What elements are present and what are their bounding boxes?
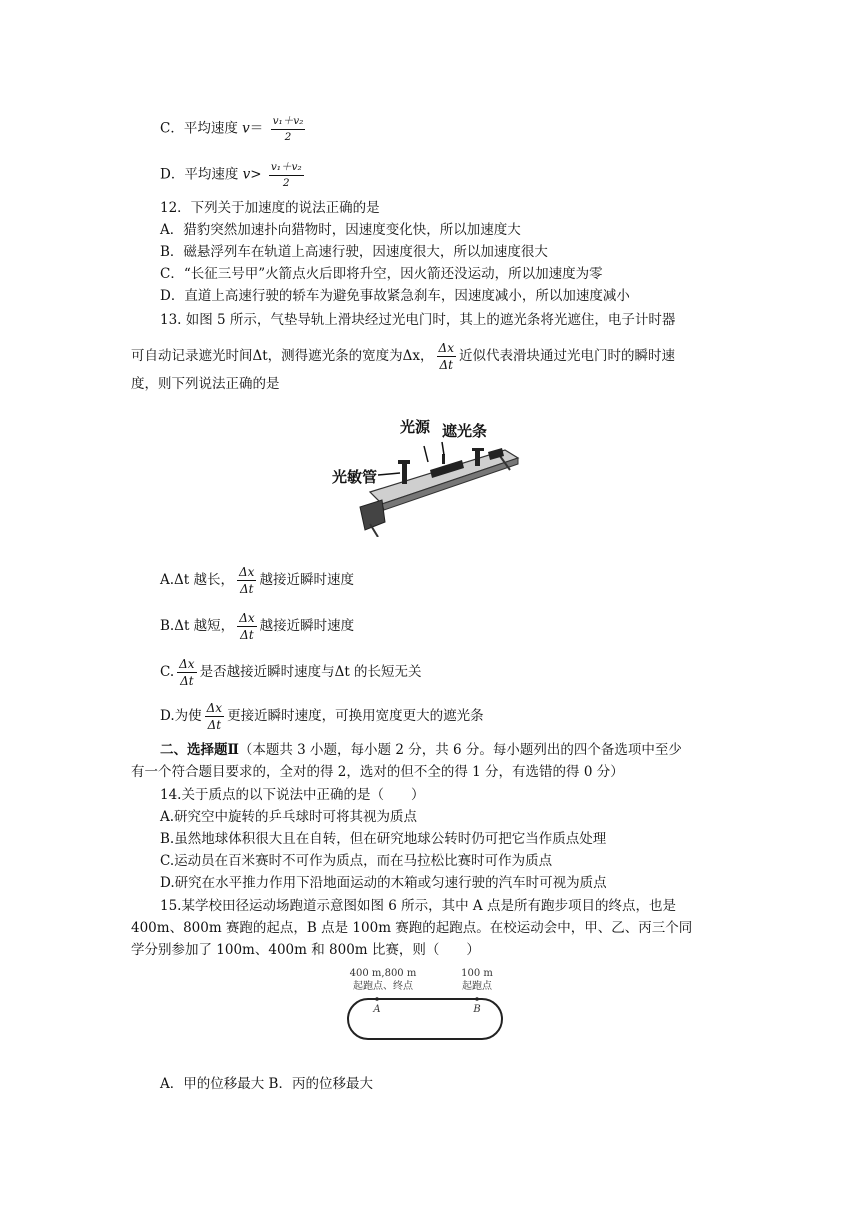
q13-option-b — [160, 612, 354, 641]
q15-stem-line3: 学分别参加了 100m、400m 和 800m 比赛，则（ ） — [131, 942, 480, 958]
q14-option-c: C.运动员在百米赛时不可作为质点，而在马拉松比赛时可作为质点 — [160, 853, 553, 869]
track-oval — [340, 968, 510, 1046]
option-text: B.Δt 越短， — [160, 618, 235, 634]
variable: v — [242, 166, 251, 183]
section2-description-line2: 有一个符合题目要求的，全对的得 2，选对的但不全的得 1 分，有选错的得 0 分） — [131, 764, 624, 780]
stem-text: 近似代表滑块通过光电门时的瞬时速 — [458, 348, 675, 364]
fraction-denominator: Δt — [239, 582, 254, 596]
q12-option-a: A．猎豹突然加速扑向猎物时，因速度变化快，所以加速度大 — [160, 222, 521, 238]
sensor-label: 光敏管 — [332, 468, 378, 486]
shutter-label: 遮光条 — [442, 422, 488, 440]
fraction-numerator: Δx — [179, 657, 195, 671]
fraction-denominator: Δt — [439, 358, 454, 372]
fraction — [271, 116, 306, 142]
q12-option-d: D．直道上高速行驶的轿车为避免事故紧急刹车，因速度减小，所以加速度减小 — [160, 288, 630, 304]
stem-text: 可自动记录遮光时间Δt，测得遮光条的宽度为Δx， — [131, 348, 434, 364]
q13-option-a — [160, 566, 354, 595]
q12-option-b: B．磁悬浮列车在轨道上高速行驶，因速度很大，所以加速度很大 — [160, 244, 548, 260]
option-text: D．平均速度 — [160, 166, 243, 183]
q13-option-d — [160, 702, 484, 731]
q15-stem-line1: 15.某学校田径运动场跑道示意图如图 6 所示，其中 A 点是所有跑步项目的终点，也是 — [160, 898, 676, 914]
q14-option-a: A.研究空中旋转的乒乓球时可将其视为质点 — [160, 809, 418, 825]
fraction-numerator: v₁＋v₂ — [271, 116, 306, 130]
fraction-denominator: Δt — [240, 628, 254, 642]
fraction-numerator: v₁＋v₂ — [269, 162, 304, 176]
q11-option-c — [160, 116, 308, 142]
q11-option-d — [160, 162, 307, 188]
point-b-bottom-label: 起跑点 — [462, 981, 492, 992]
option-text: C．平均速度 — [160, 120, 243, 137]
relation: > — [250, 166, 262, 183]
section-title: 二、选择题Ⅱ — [160, 742, 239, 758]
q15-options: A．甲的位移最大 B．丙的位移最大 — [160, 1076, 373, 1092]
point-b-top-label: 100 m — [461, 968, 493, 979]
relation: ＝ — [249, 120, 264, 137]
option-text: A.Δt 越长， — [160, 572, 235, 588]
fraction-numerator: Δx — [239, 565, 255, 579]
fraction — [177, 658, 196, 687]
fraction-denominator: Δt — [207, 718, 222, 732]
option-text: C. — [160, 664, 175, 680]
section2-header — [160, 740, 682, 760]
fraction — [269, 162, 304, 188]
fraction-denominator: Δt — [180, 674, 194, 688]
fraction-numerator: Δx — [438, 341, 454, 355]
fraction-numerator: Δx — [239, 611, 255, 625]
fraction — [205, 702, 224, 731]
point-a-top-label: 400 m,800 m — [349, 968, 417, 979]
q13-stem-line1: 13. 如图 5 所示，气垫导轨上滑块经过光电门时，其上的遮光条将光遮住，电子计时器 — [160, 312, 676, 328]
q14-option-d: D.研究在水平推力作用下沿地面运动的木箱或匀速行驶的汽车时可视为质点 — [160, 875, 607, 891]
variable: v — [242, 120, 250, 137]
fraction — [437, 342, 456, 371]
q13-option-c — [160, 658, 422, 687]
q13-stem-line2 — [131, 342, 675, 371]
light-source-label: 光源 — [400, 418, 431, 436]
option-text: D.为使 — [160, 708, 202, 724]
track-figure — [340, 968, 510, 1046]
fraction-numerator: Δx — [206, 701, 223, 715]
air-track-figure — [330, 412, 530, 537]
q15-stem-line2: 400m、800m 赛跑的起点，B 点是 100m 赛跑的起跑点。在校运动会中，甲、乙、丙三个同 — [131, 920, 693, 936]
point-a-label: A — [373, 1004, 381, 1015]
fraction-denominator: 2 — [284, 130, 292, 143]
q13-stem-line3: 度，则下列说法正确的是 — [131, 376, 280, 392]
q14-stem: 14.关于质点的以下说法中正确的是（ ） — [160, 787, 425, 803]
q12-stem: 12．下列关于加速度的说法正确的是 — [160, 200, 380, 216]
option-text: 更接近瞬时速度，可换用宽度更大的遮光条 — [227, 708, 484, 724]
option-text: 越接近瞬时速度 — [259, 572, 354, 588]
q14-option-b: B.虽然地球体积很大且在自转，但在研究地球公转时仍可把它当作质点处理 — [160, 831, 607, 847]
option-text: 是否越接近瞬时速度与Δt 的长短无关 — [199, 664, 422, 680]
fraction — [237, 566, 256, 595]
fraction-denominator: 2 — [282, 176, 290, 189]
section-description: （本题共 3 小题，每小题 2 分，共 6 分。每小题列出的四个备选项中至少 — [238, 742, 682, 758]
point-b-label: B — [473, 1004, 481, 1015]
q12-option-c: C．“长征三号甲”火箭点火后即将升空，因火箭还没运动，所以加速度为零 — [160, 266, 603, 282]
fraction — [237, 612, 256, 641]
option-text: 越接近瞬时速度 — [259, 618, 355, 634]
point-a-bottom-label: 起跑点、终点 — [353, 981, 413, 992]
